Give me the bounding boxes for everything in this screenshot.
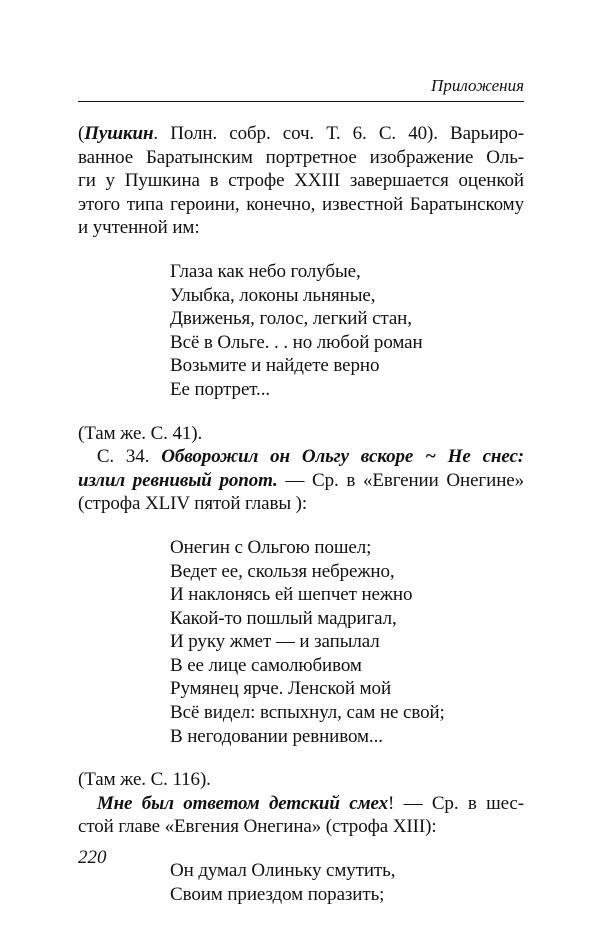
lemma-quote-a: Обворожил он Ольгу вскоре ~ Не снес: xyxy=(161,446,524,468)
paragraph-2-line-3: (строфа XLIV пятой главы ): xyxy=(78,493,308,515)
running-head: Приложения xyxy=(431,76,524,95)
verse-line: Всё в Ольге. . . но любой роман xyxy=(170,331,423,353)
lemma-quote: Мне был ответом детский смех xyxy=(96,792,388,814)
verse-line: Улыбка, локоны льняные, xyxy=(170,284,376,306)
paragraph-2-line-2 xyxy=(78,469,524,493)
paragraph-3-line-1 xyxy=(78,792,524,816)
header-rule xyxy=(78,101,524,102)
paragraph-1-line-3: ги у Пушкина в строфе XXIII завершается оценкой xyxy=(78,170,524,192)
verse-line: Ее портрет... xyxy=(170,378,270,400)
paragraph-1-line-1 xyxy=(78,122,524,146)
lemma-quote-b: излил ревнивый ропот. xyxy=(78,469,278,491)
open-paren: ( xyxy=(78,123,85,144)
paragraph-3-line-2: стой главе «Евгения Онегина» (строфа XIII): xyxy=(78,816,437,838)
verse-line: Своим приездом поразить; xyxy=(170,883,385,905)
verse-line: Он думал Олиньку смутить, xyxy=(170,860,396,882)
comparison-text: — Ср. в «Евгении Онегине» xyxy=(277,469,524,491)
author-name: Пушкин xyxy=(84,123,154,144)
paragraph-1-line-5: и учтенной им: xyxy=(78,217,200,239)
paragraph-3 xyxy=(78,768,524,839)
verse-line: Возьмите и найдете верно xyxy=(170,355,380,377)
verse-line: Какой-то пошлый мадригал, xyxy=(170,607,397,629)
comparison-text: ! — Ср. в шес- xyxy=(387,792,524,814)
paragraph-1 xyxy=(78,122,524,240)
page-number: 220 xyxy=(78,847,107,868)
verse-line: Движенья, голос, легкий стан, xyxy=(170,308,412,330)
verse-line: Румянец ярче. Ленской мой xyxy=(170,678,392,700)
citation-2: (Там же. С. 116). xyxy=(78,769,211,791)
paragraph-1-line-2: ванное Баратынским портретное изображение Оль- xyxy=(78,146,524,168)
body-text xyxy=(78,122,524,926)
verse-line: Ведет ее, скользя небрежно, xyxy=(170,560,395,582)
verse-line: В негодовании ревнивом... xyxy=(170,725,383,747)
verse-line: В ее лице самолюбивом xyxy=(170,654,362,676)
verse-line: И руку жмет — и запылал xyxy=(170,631,380,653)
paragraph-2-line-1 xyxy=(78,445,524,469)
verse-2 xyxy=(78,536,524,748)
paragraph-1-line-4: этого типа героини, конечно, известной Баратынскому xyxy=(78,193,524,215)
citation-1: (Там же. С. 41). xyxy=(78,422,203,444)
verse-3 xyxy=(78,859,524,906)
reference-text: . Полн. собр. соч. Т. 6. С. 40). Варьиро- xyxy=(153,123,524,144)
verse-1 xyxy=(78,260,524,402)
verse-line: Всё видел: вспыхнул, сам не свой; xyxy=(170,702,445,724)
verse-line: Глаза как небо голубые, xyxy=(170,260,361,282)
verse-line: И наклонясь ей шепчет нежно xyxy=(170,584,413,606)
paragraph-2 xyxy=(78,422,524,516)
verse-line: Онегин с Ольгою пошел; xyxy=(170,536,372,558)
page-reference: С. 34. xyxy=(96,446,150,468)
